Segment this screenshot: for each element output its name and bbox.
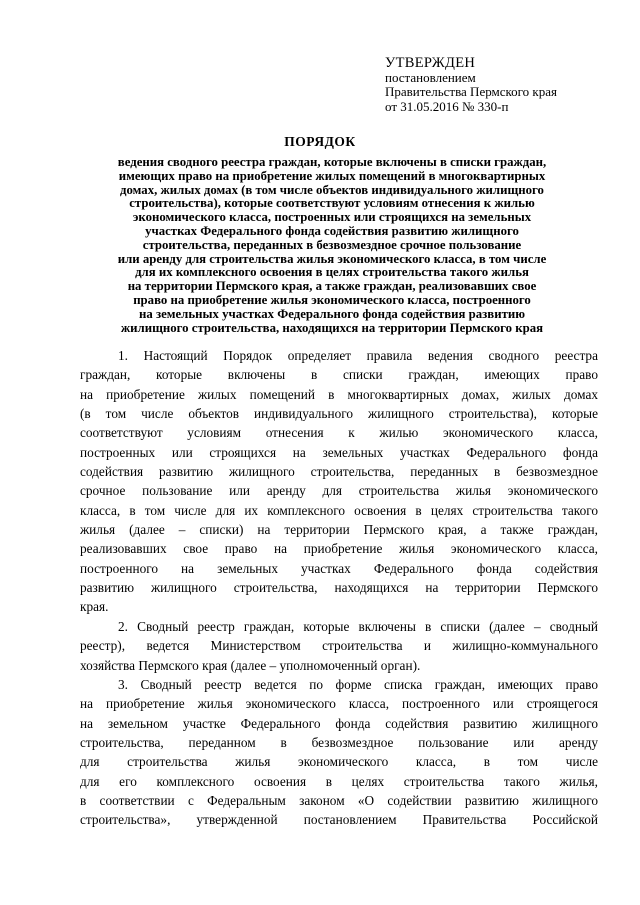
approval-line: постановлением xyxy=(385,69,476,85)
document-title: ПОРЯДОК xyxy=(284,134,356,149)
subtitle-line: ведения сводного реестра граждан, которые включены в списки граждан, xyxy=(117,155,547,169)
paragraph-line: в соответствии с Федеральным законом «О содействии развитию жилищного xyxy=(80,792,598,808)
approval-stamp xyxy=(385,56,557,114)
approval-line: от 31.05.2016 № 330-п xyxy=(385,98,509,114)
paragraph-line: 2. Сводный реестр граждан, которые включены в списки (далее – сводный xyxy=(118,618,598,634)
subtitle-line: имеющих право на приобретение жилых помещений в многоквартирных xyxy=(118,168,546,183)
paragraph-line: реализовавших свое право на приобретение жилья экономического класса, xyxy=(80,541,598,557)
paragraph-line: (в том числе объектов индивидуального жилищного строительства), которые xyxy=(80,406,598,422)
paragraph-line: для его комплексного освоения в целях строительства такого жилья, xyxy=(80,773,598,789)
paragraph-line: построенных или строящихся на земельных участках Федерального фонда xyxy=(80,444,598,460)
paragraph-line: для строительства жилья экономического класса, в том числе xyxy=(80,754,598,770)
paragraph-3 xyxy=(80,675,598,830)
subtitle-line: жилищного строительства, находящихся на территории Пермского края xyxy=(120,320,544,335)
paragraph-1 xyxy=(80,346,598,617)
paragraph-line: на приобретение жилья экономического класса, построенного или строящегося xyxy=(80,696,598,712)
subtitle-line: строительства, переданных в безвозмездное срочное пользование xyxy=(142,237,522,252)
document-subtitle xyxy=(76,156,588,335)
subtitle-line: строительства), которые соответствуют условиям отнесения к жилью xyxy=(129,196,535,211)
paragraph-line: класса, в том числе для их комплексного освоения в целях строительства такого xyxy=(80,502,598,518)
subtitle-line: для их комплексного освоения в целях строительства такого жилья xyxy=(135,265,529,280)
paragraph-line: 1. Настоящий Порядок определяет правила ведения сводного реестра xyxy=(118,348,598,363)
paragraph-line: на земельном участке Федерального фонда содействия развитию жилищного xyxy=(80,715,598,731)
subtitle-line: право на приобретение жилья экономического класса, построенного xyxy=(133,292,531,307)
document-body xyxy=(80,346,598,830)
paragraph-line: строительства», утвержденной постановлением Правительства Российской xyxy=(80,812,598,828)
paragraph-2 xyxy=(80,617,598,675)
approval-title: УТВЕРЖДЕН xyxy=(385,55,476,71)
subtitle-line: домах, жилых домах (в том числе объектов индивидуального жилищного xyxy=(120,182,544,197)
paragraph-line: реестр), ведется Министерством строительства и жилищно-коммунального xyxy=(80,638,598,654)
paragraph-line: хозяйства Пермского края (далее – уполномоченный орган). xyxy=(80,657,421,673)
subtitle-line: на земельных участках Федерального фонда содействия развитию xyxy=(138,306,526,321)
paragraph-line: содействия развитию жилищного строительства, переданных в безвозмездное xyxy=(80,464,598,480)
subtitle-line: или аренду для строительства жилья экономического класса, в том числе xyxy=(117,251,547,266)
paragraph-line: развитию жилищного строительства, находящихся на территории Пермского xyxy=(80,580,598,596)
subtitle-line: экономического класса, построенных или строящихся на земельных xyxy=(132,210,532,225)
paragraph-line: края. xyxy=(80,599,109,615)
approval-line: Правительства Пермского края xyxy=(385,84,557,99)
paragraph-line: строительства, переданном в безвозмездное пользование или аренду xyxy=(80,734,598,750)
paragraph-line: на приобретение жилых помещений в многоквартирных домах, жилых домах xyxy=(80,386,598,402)
paragraph-line: построенного на земельных участках Федерального фонда содействия xyxy=(80,560,598,576)
subtitle-line: на территории Пермского края, а также граждан, реализовавших свое xyxy=(127,279,537,294)
subtitle-line: участках Федерального фонда содействия развитию жилищного xyxy=(145,223,519,238)
paragraph-line: срочное пользование или аренду для строительства жилья экономического xyxy=(80,483,598,499)
paragraph-line: соответствуют условиям отнесения к жилью экономического класса, xyxy=(80,425,598,441)
paragraph-line: жилья (далее – списки) на территории Пермского края, а также граждан, xyxy=(80,522,598,538)
paragraph-line: граждан, которые включены в списки граждан, имеющих право xyxy=(80,367,598,383)
paragraph-line: 3. Сводный реестр ведется по форме списка граждан, имеющих право xyxy=(118,676,598,692)
